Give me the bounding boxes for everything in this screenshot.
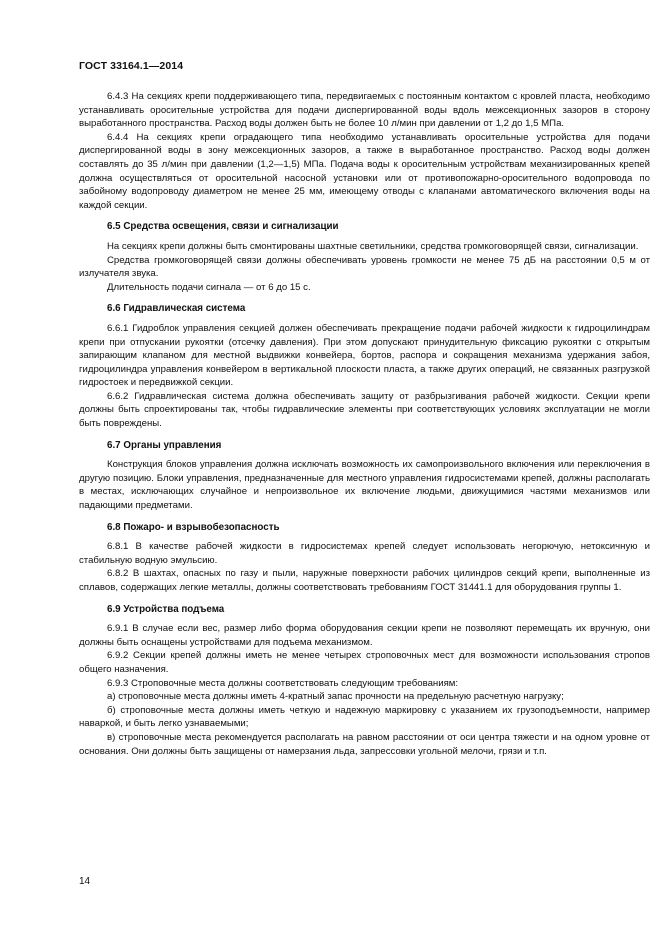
paragraph-6-5-b: Средства громкоговорящей связи должны обеспечивать уровень громкости не менее 75 дБ на расстоянии 0,5 м от излучателя звука. (79, 254, 650, 280)
standard-header: ГОСТ 33164.1—2014 (79, 60, 184, 72)
list-item-6-9-3-c: в) строповочные места рекомендуется располагать на равном расстоянии от оси центра тяжести и на одном уровне от основания. Они должны быть защищены от намерзания льда, запрессовки угольной мелочи, грязи и т.п. (79, 731, 650, 757)
section-heading-6-5: 6.5 Средства освещения, связи и сигнализации (107, 221, 339, 233)
section-heading-6-7: 6.7 Органы управления (107, 439, 222, 451)
list-item-6-9-3-a: а) строповочные места должны иметь 4-кратный запас прочности на предельную расчетную нагрузку; (107, 691, 564, 703)
paragraph-6-7: Конструкция блоков управления должна исключать возможность их самопроизвольного включения или переключения в другую позицию. Блоки управления, предназначенные для местного управления гидросистемами крепей, должны располагать в местах, исключающих случайное и непроизвольное их включение людьми, движущимися частями механизмов или падающими предметами. (79, 459, 650, 512)
paragraph-6-4-4: 6.4.4 На секциях крепи оградающего типа необходимо устанавливать оросительные устройства для подачи диспергированной воды в зону межсекционных зазоров, а также в выработанное пространство. Расход воды должен составлять до 35 л/мин при давлении (1,2—1,5) МПа. Подача воды к оросительным устройствам механизированных крепей должна осуществляться от оросительной насосной установки или от противопожарно-оросительного водопровода по забойному водопроводу диаметром не менее 25 мм, имеющему отводы с клапанами автоматического включения воды на каждой секции. (79, 131, 650, 211)
paragraph-6-8-2: 6.8.2 В шахтах, опасных по газу и пыли, наружные поверхности рабочих цилиндров секций крепи, выполненные из сплавов, содержащих легкие металлы, должны соответствовать требованиям ГОСТ 31441.1 для оборудования группы 1. (79, 568, 650, 593)
paragraph-6-9-3: 6.9.3 Строповочные места должны соответствовать следующим требованиям: (107, 677, 459, 689)
paragraph-6-8-1: 6.8.1 В качестве рабочей жидкости в гидросистемах крепей следует использовать негорючую, нетоксичную и стабильную водную эмульсию. (79, 541, 650, 566)
paragraph-6-6-1: 6.6.1 Гидроблок управления секцией должен обеспечивать прекращение подачи рабочей жидкости к гидроцилиндрам крепи при отпускании рукоятки (отсечку давления). При этом допускают принудительную фиксацию рукоятки с открытым запирающим клапаном для местной выдвижки конвейера, бортов, распора и сокращения механизма удержания забоя, гидроцилиндра управления конвейером в вертикальной плоскости пласта, а также других операций, не связанных разгрузкой гидростоек и передвижкой секции. (79, 322, 650, 389)
paragraph-6-5-a: На секциях крепи должны быть смонтированы шахтные светильники, средства громкоговорящей связи, сигнализации. (107, 240, 639, 252)
section-heading-6-9: 6.9 Устройства подъема (107, 603, 225, 615)
paragraph-6-6-2: 6.6.2 Гидравлическая система должна обеспечивать защиту от разбрызгивания рабочей жидкости. Секции крепи должны быть спроектированы так, чтобы гидравлические элементы при соответствующих условиях эксплуатации не могли быть повреждены. (79, 390, 650, 430)
paragraph-6-5-c: Длительность подачи сигнала — от 6 до 15 с. (107, 281, 311, 293)
document-body (79, 90, 650, 758)
paragraph-6-4-3: 6.4.3 На секциях крепи поддерживающего типа, передвигаемых с постоянным контактом с кровлей пласта, необходимо устанавливать оросительные устройства для подачи диспергированной воды вдоль межсекционных зазоров в сторону выработанного пространства. Расход воды должен быть не более 10 л/мин при давлении от 1,2 до 1,5 МПа. (79, 91, 650, 130)
page-number: 14 (79, 876, 91, 887)
list-item-6-9-3-b: б) строповочные места должны иметь четкую и надежную маркировку с указанием их грузоподъемности, например наваркой, и быть легко узнаваемыми; (79, 704, 650, 730)
paragraph-6-9-1: 6.9.1 В случае если вес, размер либо форма оборудования секции крепи не позволяют перемещать их вручную, они должны быть оснащены устройствами для подъема механизмом. (79, 623, 650, 648)
section-heading-6-6: 6.6 Гидравлическая система (107, 303, 246, 315)
section-heading-6-8: 6.8 Пожаро- и взрывобезопасность (107, 521, 280, 533)
paragraph-6-9-2: 6.9.2 Секции крепей должны иметь не менее четырех строповочных мест для возможности использования стропов общего назначения. (79, 650, 650, 675)
